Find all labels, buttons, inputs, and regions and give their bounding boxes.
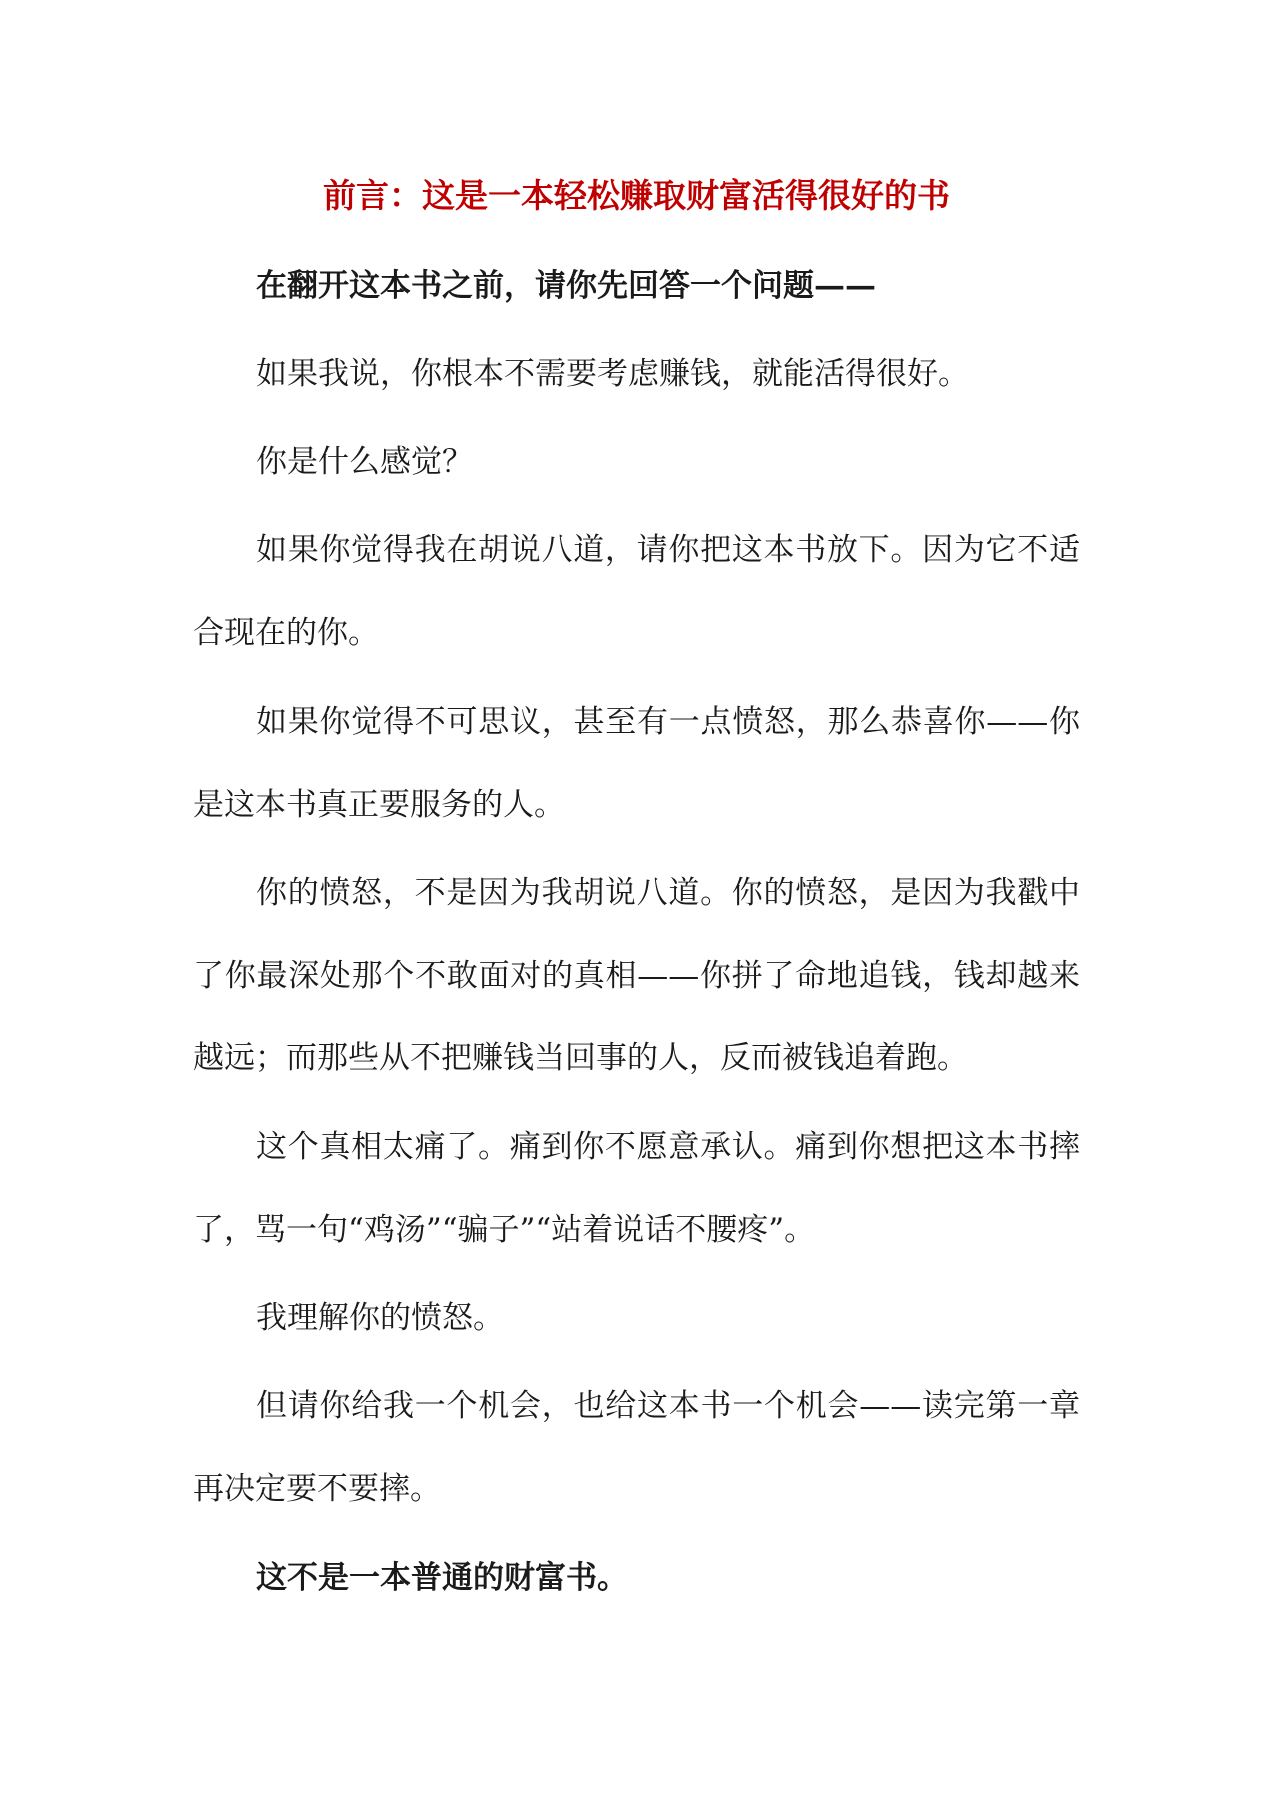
paragraph-line: 如果你觉得我在胡说八道，请你把这本书放下。因为它不适 [256, 532, 1080, 568]
paragraph-line: 越远；而那些从不把赚钱当回事的人，反而被钱追着跑。 [193, 1040, 968, 1076]
paragraph-line: 如果我说，你根本不需要考虑赚钱，就能活得很好。 [256, 356, 969, 392]
paragraph-line: 如果你觉得不可思议，甚至有一点愤怒，那么恭喜你——你 [256, 704, 1080, 740]
paragraph-line: 了，骂一句“鸡汤”“骗子”“站着说话不腰疼”。 [193, 1212, 816, 1248]
paragraph-line: 你是什么感觉？ [256, 444, 473, 480]
paragraph-line: 在翻开这本书之前，请你先回答一个问题—— [256, 268, 876, 304]
document-title: 前言：这是一本轻松赚取财富活得很好的书 [323, 176, 950, 215]
paragraph-line: 但请你给我一个机会，也给这本书一个机会——读完第一章 [256, 1388, 1080, 1424]
paragraph-line: 了你最深处那个不敢面对的真相——你拼了命地追钱，钱却越来 [193, 958, 1080, 994]
paragraph-line: 合现在的你。 [193, 615, 379, 651]
paragraph-line: 再决定要不要摔。 [193, 1471, 441, 1507]
paragraph-line: 你的愤怒，不是因为我胡说八道。你的愤怒，是因为我戳中 [256, 875, 1080, 911]
paragraph-line: 这个真相太痛了。痛到你不愿意承认。痛到你想把这本书摔 [256, 1129, 1080, 1165]
paragraph-line: 是这本书真正要服务的人。 [193, 787, 565, 823]
paragraph-line: 这不是一本普通的财富书。 [256, 1560, 628, 1596]
paragraph-line: 我理解你的愤怒。 [256, 1300, 504, 1336]
